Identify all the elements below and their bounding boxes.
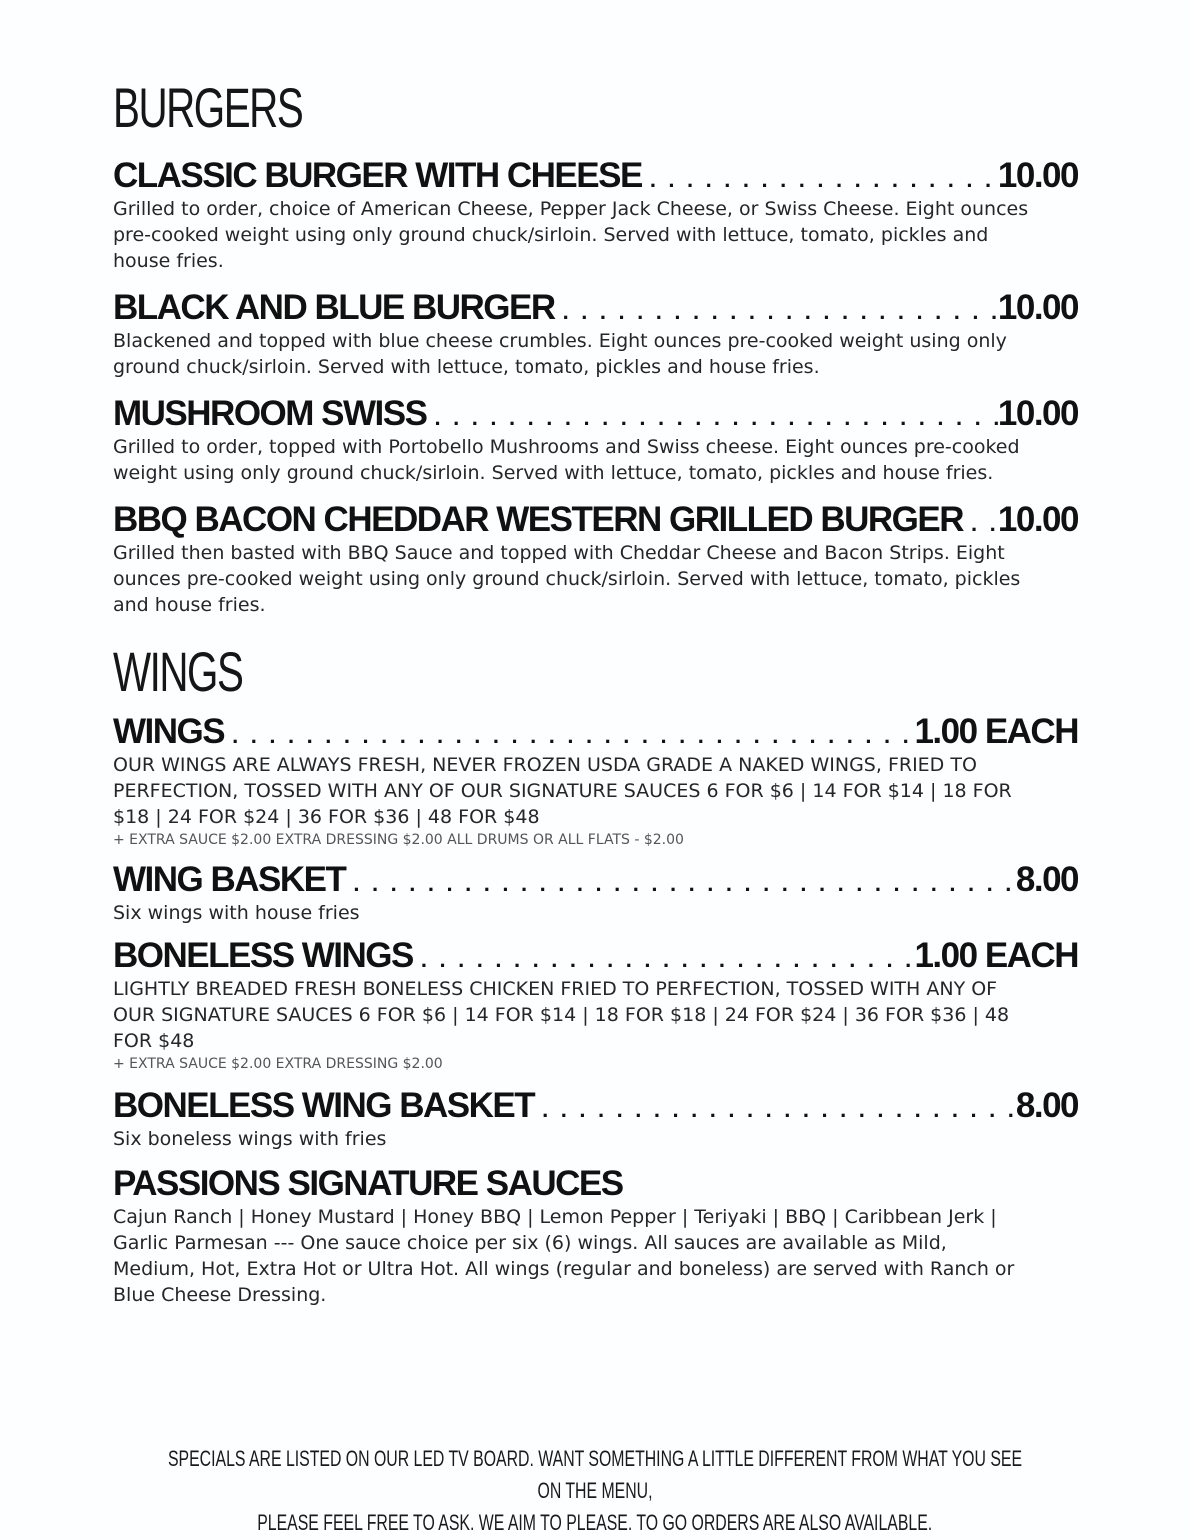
item-note: + EXTRA SAUCE $2.00 EXTRA DRESSING $2.00 ALL DRUMS OR ALL FLATS - $2.00: [113, 832, 684, 848]
item-description: Blackened and topped with blue cheese crumbles. Eight ounces pre-cooked weight using only ground chuck/sirloin. Served with lettuce, tomato, pickles and house fries.: [113, 330, 1007, 378]
item-name: PASSIONS SIGNATURE SAUCES: [113, 1164, 623, 1203]
item-name: WINGS: [113, 712, 225, 751]
menu-item-sauces: [113, 1164, 1078, 1308]
menu-item: [113, 936, 1078, 1074]
dot-leader: [642, 160, 998, 196]
item-description: Six boneless wings with fries: [113, 1128, 387, 1150]
item-description: Six wings with house fries: [113, 902, 360, 924]
menu-item: [113, 1086, 1078, 1152]
dot-leader: [963, 504, 998, 540]
menu-item: [113, 156, 1078, 274]
item-description: Cajun Ranch | Honey Mustard | Honey BBQ | Lemon Pepper | Teriyaki | BBQ | Caribbean Jerk | Garlic Parmesan --- One sauce choice per six (6) wings. All sauces are available as Mild, Medium, Hot, Extra Hot or Ultra Hot. All wings (regular and boneless) are served with Ranch or Blue Cheese Dressing.: [113, 1206, 1015, 1306]
item-price: 10.00: [997, 156, 1078, 195]
menu-item: [113, 712, 1078, 850]
item-name: CLASSIC BURGER WITH CHEESE: [113, 156, 642, 195]
item-price: 1.00 EACH: [914, 712, 1078, 751]
item-name: MUSHROOM SWISS: [113, 394, 427, 433]
dot-leader: [224, 716, 914, 752]
item-description: LIGHTLY BREADED FRESH BONELESS CHICKEN FRIED TO PERFECTION, TOSSED WITH ANY OF OUR SIGNATURE SAUCES 6 FOR $6 | 14 FOR $14 | 18 FOR $18 | 24 FOR $24 | 36 FOR $36 | 48 FOR $48: [113, 978, 1010, 1052]
item-price: 1.00 EACH: [914, 936, 1078, 975]
item-description: Grilled to order, topped with Portobello Mushrooms and Swiss cheese. Eight ounces pre-cooked weight using only ground chuck/sirloin. Served with lettuce, tomato, pickles and house fries.: [113, 436, 1020, 484]
item-name: WING BASKET: [113, 860, 346, 899]
menu-page: [113, 76, 1078, 1308]
item-name: BLACK AND BLUE BURGER: [113, 288, 555, 327]
footer-line-1: SPECIALS ARE LISTED ON OUR LED TV BOARD. WANT SOMETHING A LITTLE DIFFERENT FROM WHAT YOU SEE ON THE MENU,: [167, 1446, 1023, 1503]
item-name: BONELESS WINGS: [113, 936, 413, 975]
item-description: Grilled then basted with BBQ Sauce and topped with Cheddar Cheese and Bacon Strips. Eight ounces pre-cooked weight using only ground chuck/sirloin. Served with lettuce, tomato, pickles and house fries.: [113, 542, 1021, 616]
item-name: BONELESS WING BASKET: [113, 1086, 535, 1125]
dot-leader: [426, 398, 997, 434]
item-price: 8.00: [1015, 1086, 1078, 1125]
item-price: 10.00: [997, 500, 1078, 539]
section-title-wings: WINGS: [113, 640, 243, 703]
item-description: Grilled to order, choice of American Cheese, Pepper Jack Cheese, or Swiss Cheese. Eight ounces pre-cooked weight using only ground chuck/sirloin. Served with lettuce, tomato, pickles and house fries.: [113, 198, 1029, 272]
dot-leader: [413, 940, 915, 976]
menu-footer: [0, 1443, 1190, 1539]
dot-leader: [345, 864, 1015, 900]
item-note: + EXTRA SAUCE $2.00 EXTRA DRESSING $2.00: [113, 1056, 443, 1072]
item-price: 10.00: [997, 394, 1078, 433]
item-name: BBQ BACON CHEDDAR WESTERN GRILLED BURGER: [113, 500, 963, 539]
item-price: 8.00: [1015, 860, 1078, 899]
item-description: OUR WINGS ARE ALWAYS FRESH, NEVER FROZEN USDA GRADE A NAKED WINGS, FRIED TO PERFECTION, TOSSED WITH ANY OF OUR SIGNATURE SAUCES 6 FOR $6 | 14 FOR $14 | 18 FOR $18 | 24 FOR $24 | 36 FOR $36 | 48 FOR $48: [113, 754, 1012, 828]
menu-item: [113, 860, 1078, 926]
footer-line-2: PLEASE FEEL FREE TO ASK. WE AIM TO PLEASE. TO GO ORDERS ARE ALSO AVAILABLE.: [257, 1510, 933, 1535]
dot-leader: [555, 292, 998, 328]
menu-item: [113, 500, 1078, 618]
item-price: 10.00: [997, 288, 1078, 327]
menu-item: [113, 288, 1078, 380]
menu-item: [113, 394, 1078, 486]
section-title-burgers: BURGERS: [113, 76, 303, 139]
dot-leader: [534, 1090, 1016, 1126]
